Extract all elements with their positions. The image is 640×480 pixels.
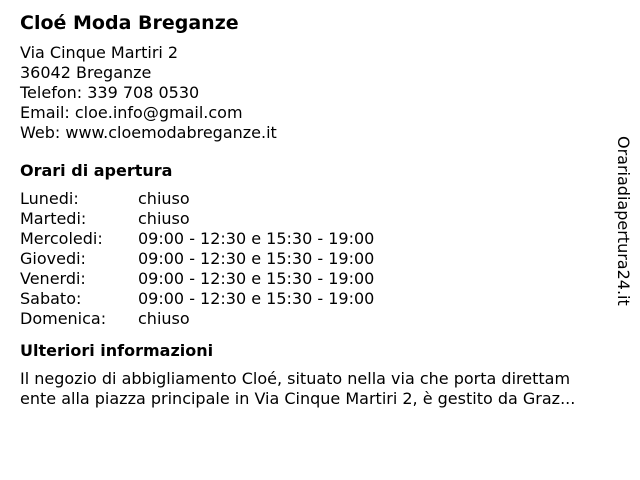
day-label: Sabato: [20,289,82,308]
day-hours: 09:00 - 12:30 e 15:30 - 19:00 [138,229,375,248]
day-hours: 09:00 - 12:30 e 15:30 - 19:00 [138,249,375,268]
store-info-card [20,11,620,409]
day-label: Lunedi: [20,189,79,208]
hours-row-saturday [20,289,620,309]
day-hours: chiuso [138,209,190,228]
store-name: Cloé Moda Breganze [20,12,239,34]
opening-hours-table [20,189,620,329]
day-label: Martedi: [20,209,87,228]
hours-row-friday [20,269,620,289]
day-hours: chiuso [138,309,190,328]
address-street: Via Cinque Martiri 2 [20,43,179,62]
hours-row-tuesday [20,209,620,229]
day-label: Giovedi: [20,249,86,268]
more-info-heading: Ulteriori informazioni [20,341,214,360]
day-label: Mercoledi: [20,229,103,248]
opening-hours-heading: Orari di apertura [20,161,173,180]
more-info-line: Il negozio di abbigliamento Cloé, situato nella via che porta direttam [20,369,571,388]
day-label: Domenica: [20,309,107,328]
day-label: Venerdi: [20,269,86,288]
hours-row-wednesday [20,229,620,249]
day-hours: 09:00 - 12:30 e 15:30 - 19:00 [138,289,375,308]
hours-row-monday [20,189,620,209]
email-address: Email: cloe.info@gmail.com [20,103,243,122]
day-hours: chiuso [138,189,190,208]
contact-block [20,43,620,143]
day-hours: 09:00 - 12:30 e 15:30 - 19:00 [138,269,375,288]
phone-number: Telefon: 339 708 0530 [20,83,200,102]
more-info-line: ente alla piazza principale in Via Cinque Martiri 2, è gestito da Graz... [20,389,576,408]
more-info-text [20,369,624,409]
address-city: 36042 Breganze [20,63,152,82]
hours-row-sunday [20,309,620,329]
website-address: Web: www.cloemodabreganze.it [20,123,277,142]
site-watermark: Orariadiapertura24.it [614,136,633,306]
hours-row-thursday [20,249,620,269]
